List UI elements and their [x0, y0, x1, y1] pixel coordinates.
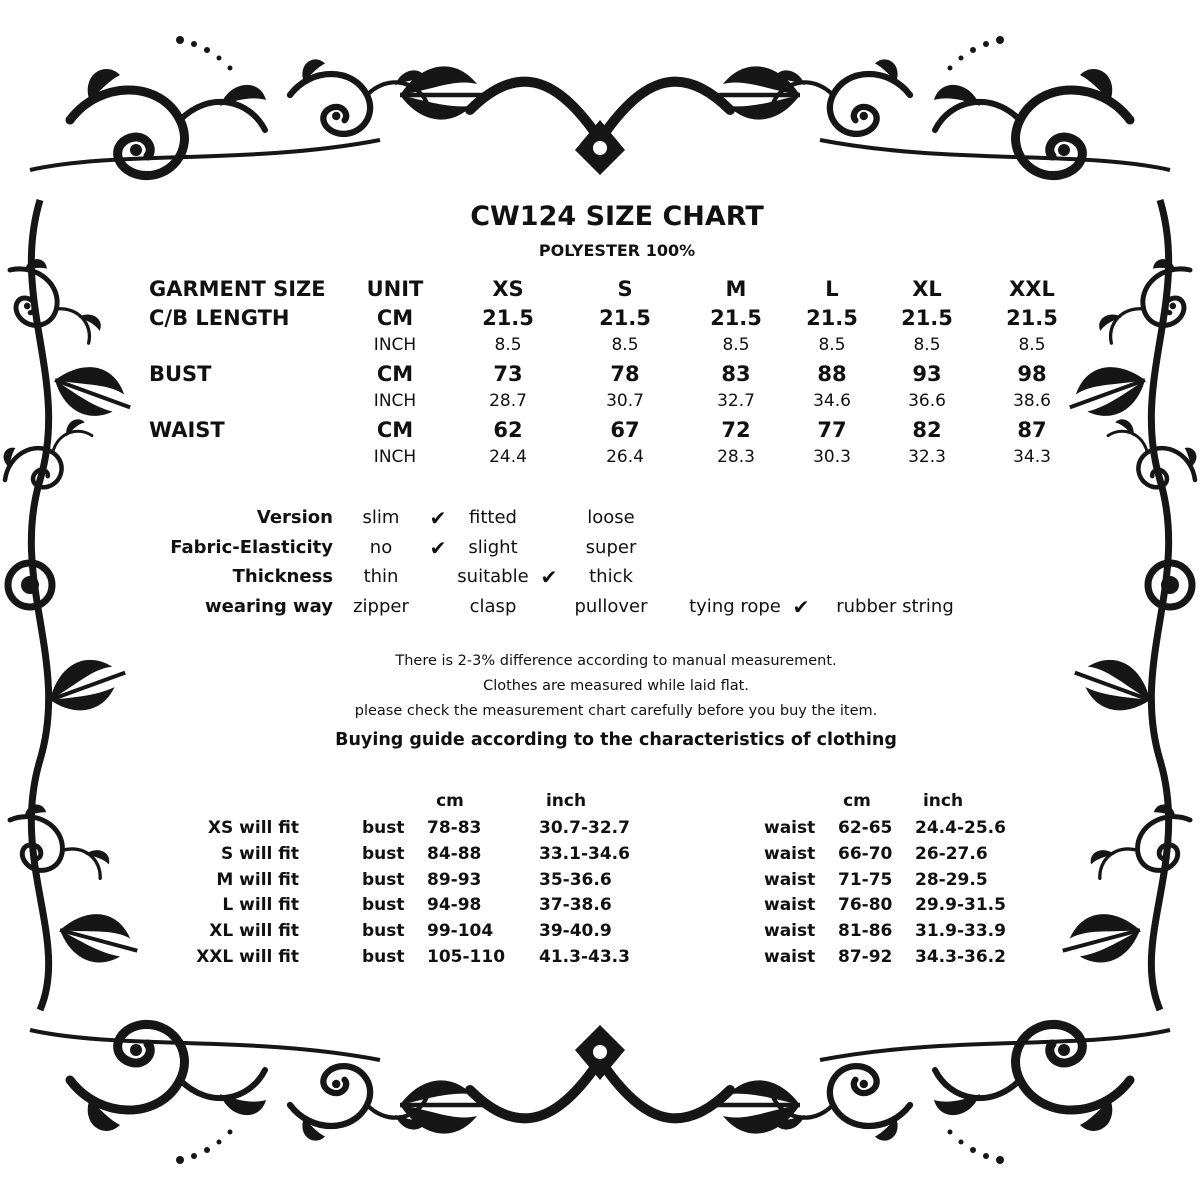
guide-size-label: L will fit	[222, 895, 299, 915]
chart-title: CW124 SIZE CHART	[470, 201, 764, 232]
guide-bust-label: bust	[362, 921, 405, 941]
waist-cm-m: 72	[721, 418, 751, 442]
unit-inch: INCH	[373, 391, 417, 411]
bust-cm-xl: 93	[912, 362, 942, 386]
guide-bust-label: bust	[362, 870, 405, 890]
bust-cm-xxl: 98	[1017, 362, 1047, 386]
attr-option: no	[369, 537, 393, 558]
cb-length-cm-l: 21.5	[806, 306, 858, 330]
guide-bust-cm: 94-98	[427, 895, 482, 915]
guide-waist-inch: 26-27.6	[915, 844, 988, 864]
checkmark-icon: ✔	[792, 595, 810, 619]
garment-size-header: GARMENT SIZE	[149, 277, 326, 301]
guide-size-label: XXL will fit	[196, 947, 299, 967]
waist-inch-s: 26.4	[606, 447, 644, 467]
bust-cm-m: 83	[721, 362, 751, 386]
guide-size-label: XL will fit	[209, 921, 299, 941]
guide-waist-cm: 71-75	[838, 870, 893, 890]
attr-option: loose	[587, 507, 635, 528]
bust-inch-xl: 36.6	[908, 391, 946, 411]
guide-bust-inch: 30.7-32.7	[539, 818, 630, 838]
waist-inch-xs: 24.4	[489, 447, 527, 467]
size-header-l: L	[825, 277, 839, 301]
cb-length-cm-xs: 21.5	[482, 306, 534, 330]
waist-inch-xxl: 34.3	[1013, 447, 1051, 467]
guide-header-waist-inch: inch	[922, 791, 964, 811]
guide-waist-label: waist	[764, 870, 816, 890]
cb-length-cm-xl: 21.5	[901, 306, 953, 330]
size-header-m: M	[725, 277, 747, 301]
attr-label-wearing-way: wearing way	[205, 596, 333, 617]
waist-inch-m: 28.3	[717, 447, 755, 467]
size-header-xxl: XXL	[1009, 277, 1055, 301]
cb-length-inch-m: 8.5	[722, 335, 750, 355]
attr-option: thick	[589, 566, 633, 587]
guide-waist-inch: 28-29.5	[915, 870, 988, 890]
guide-size-label: XS will fit	[207, 818, 299, 838]
guide-bust-cm: 99-104	[427, 921, 494, 941]
size-header-xl: XL	[912, 277, 942, 301]
attr-option: fitted	[469, 507, 517, 528]
attr-option: super	[585, 537, 637, 558]
attr-option: tying rope	[689, 596, 781, 617]
note-line: Clothes are measured while laid flat.	[483, 678, 749, 694]
guide-waist-inch: 29.9-31.5	[915, 895, 1006, 915]
guide-bust-label: bust	[362, 947, 405, 967]
row-label-cb-length: C/B LENGTH	[149, 306, 290, 330]
guide-waist-label: waist	[764, 818, 816, 838]
waist-cm-s: 67	[610, 418, 640, 442]
waist-cm-xl: 82	[912, 418, 942, 442]
note-line: There is 2-3% difference according to manual measurement.	[395, 653, 837, 669]
bust-inch-xs: 28.7	[489, 391, 527, 411]
guide-bust-label: bust	[362, 844, 405, 864]
attr-option: zipper	[353, 596, 409, 617]
cb-length-cm-xxl: 21.5	[1006, 306, 1058, 330]
bust-inch-l: 34.6	[813, 391, 851, 411]
guide-waist-label: waist	[764, 921, 816, 941]
unit-inch: INCH	[373, 335, 417, 355]
unit-cm: CM	[376, 362, 414, 386]
attr-option: slight	[468, 537, 518, 558]
attr-option: thin	[363, 566, 399, 587]
guide-bust-inch: 37-38.6	[539, 895, 612, 915]
attr-label-thickness: Thickness	[232, 566, 333, 587]
bust-inch-m: 32.7	[717, 391, 755, 411]
attr-label-fabric-elasticity: Fabric-Elasticity	[170, 537, 333, 558]
bust-cm-s: 78	[610, 362, 640, 386]
guide-size-label: S will fit	[221, 844, 299, 864]
guide-waist-label: waist	[764, 947, 816, 967]
bust-cm-xs: 73	[493, 362, 523, 386]
guide-bust-inch: 33.1-34.6	[539, 844, 630, 864]
checkmark-icon: ✔	[540, 565, 558, 589]
waist-cm-xs: 62	[493, 418, 523, 442]
bust-inch-s: 30.7	[606, 391, 644, 411]
guide-header-waist-cm: cm	[843, 791, 871, 811]
guide-header-bust-inch: inch	[545, 791, 587, 811]
cb-length-inch-s: 8.5	[611, 335, 639, 355]
size-header-s: S	[617, 277, 633, 301]
guide-waist-inch: 34.3-36.2	[915, 947, 1006, 967]
guide-header-bust-cm: cm	[436, 791, 464, 811]
attr-option: slim	[362, 507, 400, 528]
size-header-xs: XS	[492, 277, 524, 301]
guide-waist-inch: 31.9-33.9	[915, 921, 1006, 941]
material-label: POLYESTER 100%	[538, 241, 696, 260]
guide-waist-label: waist	[764, 844, 816, 864]
attr-label-version: Version	[256, 507, 333, 528]
guide-waist-label: waist	[764, 895, 816, 915]
guide-bust-cm: 89-93	[427, 870, 482, 890]
guide-bust-label: bust	[362, 818, 405, 838]
guide-bust-label: bust	[362, 895, 405, 915]
row-label-bust: BUST	[149, 362, 212, 386]
cb-length-inch-l: 8.5	[818, 335, 846, 355]
cb-length-inch-xs: 8.5	[494, 335, 522, 355]
waist-cm-l: 77	[817, 418, 847, 442]
guide-bust-inch: 35-36.6	[539, 870, 612, 890]
row-label-waist: WAIST	[149, 418, 225, 442]
waist-inch-xl: 32.3	[908, 447, 946, 467]
guide-waist-cm: 76-80	[838, 895, 893, 915]
unit-header: UNIT	[366, 277, 424, 301]
guide-size-label: M will fit	[216, 870, 299, 890]
guide-waist-cm: 66-70	[838, 844, 893, 864]
unit-cm: CM	[376, 418, 414, 442]
unit-inch: INCH	[373, 447, 417, 467]
guide-bust-cm: 105-110	[427, 947, 506, 967]
attr-option: pullover	[574, 596, 648, 617]
attr-option: suitable	[457, 566, 529, 587]
guide-waist-cm: 62-65	[838, 818, 893, 838]
waist-inch-l: 30.3	[813, 447, 851, 467]
guide-bust-inch: 39-40.9	[539, 921, 612, 941]
attr-option: clasp	[469, 596, 517, 617]
guide-waist-cm: 87-92	[838, 947, 893, 967]
unit-cm: CM	[376, 306, 414, 330]
cb-length-cm-s: 21.5	[599, 306, 651, 330]
cb-length-cm-m: 21.5	[710, 306, 762, 330]
guide-bust-inch: 41.3-43.3	[539, 947, 630, 967]
note-line: please check the measurement chart carefully before you buy the item.	[354, 703, 878, 719]
attr-option: rubber string	[836, 596, 954, 617]
cb-length-inch-xxl: 8.5	[1018, 335, 1046, 355]
waist-cm-xxl: 87	[1017, 418, 1047, 442]
guide-waist-inch: 24.4-25.6	[915, 818, 1006, 838]
checkmark-icon: ✔	[429, 536, 447, 560]
buying-guide-title: Buying guide according to the characteristics of clothing	[335, 730, 897, 750]
bust-inch-xxl: 38.6	[1013, 391, 1051, 411]
guide-bust-cm: 78-83	[427, 818, 482, 838]
guide-bust-cm: 84-88	[427, 844, 482, 864]
guide-waist-cm: 81-86	[838, 921, 893, 941]
bust-cm-l: 88	[817, 362, 847, 386]
cb-length-inch-xl: 8.5	[913, 335, 941, 355]
checkmark-icon: ✔	[429, 506, 447, 530]
